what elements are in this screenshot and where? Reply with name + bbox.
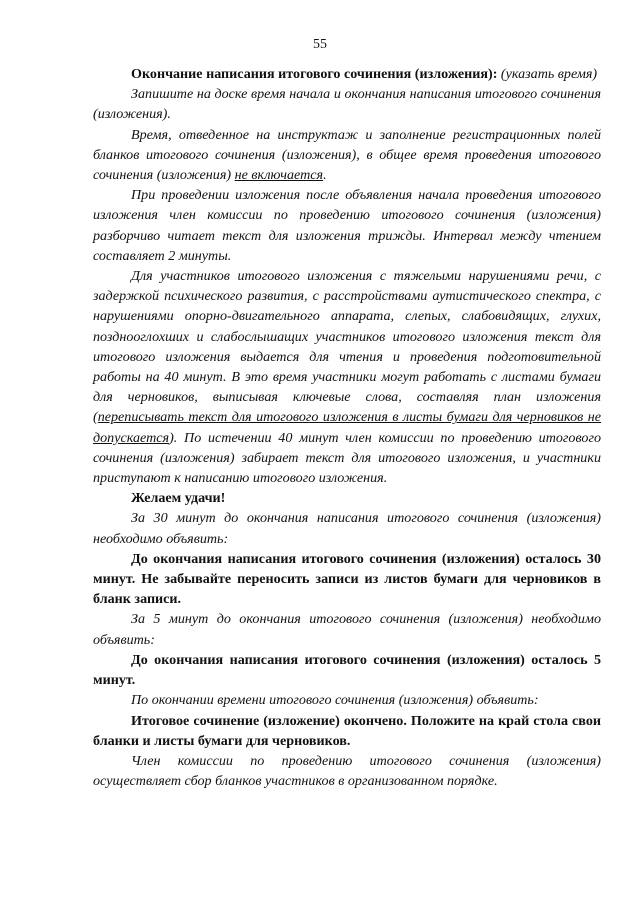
paragraph-collect-forms: Член комиссии по проведению итогового сочинения (изложения) осуществляет сбор бланков участников в организованном порядке. bbox=[93, 752, 601, 790]
announcement-5-minutes: До окончания написания итогового сочинения (изложения) осталось 5 минут. bbox=[93, 651, 601, 689]
paragraph-end: . bbox=[323, 167, 327, 184]
paragraph-special-participants bbox=[93, 266, 601, 488]
announcement-finished: Итоговое сочинение (изложение) окончено. Положите на край стола свои бланки и листы бумаги для черновиков. bbox=[93, 712, 601, 749]
underlined-copy-not-allowed: переписывать текст для итогового изложения в листы бумаги для черновиков не допускается bbox=[93, 409, 601, 446]
paragraph-end-instruction: По окончании времени итогового сочинения (изложения) объявить: bbox=[131, 692, 539, 709]
page-number: 55 bbox=[313, 37, 327, 52]
paragraph-text: Для участников итогового изложения с тяжелыми нарушениями речи, с задержкой психического развития, с расстройствами аутистического спектра, с нарушениями опорно-двигательного аппарата, слепых, слабовидящих, глухих, позднооглохших и слабослышащих участников итогового изложения текст для итогового изложения выдается для чтения и проведения подготовительной работы на 40 минут. В это время участники могут работать с листами бумаги для черновиков, выписывая ключевые слова, составляя план изложения ( bbox=[93, 268, 601, 426]
document-body bbox=[93, 64, 601, 791]
paragraph-end-of-writing bbox=[93, 64, 601, 84]
paragraph-text: Время, отведенное на инструктаж и заполнение регистрационных полей бланков итогового сочинения (изложения), в общее время проведения итогового сочинения (изложения) bbox=[93, 126, 601, 184]
paragraph-write-time: Запишите на доске время начала и окончания написания итогового сочинения (изложения). bbox=[93, 86, 601, 123]
paragraph-time-not-included bbox=[93, 125, 601, 186]
announcement-30-minutes: До окончания написания итогового сочинения (изложения) осталось 30 минут. Не забывайте переносить записи из листов бумаги для черновиков в бланк записи. bbox=[93, 550, 601, 608]
paragraph-reading-text: При проведении изложения после объявления начала проведения итогового изложения член комиссии по проведению итогового сочинения (изложения) разборчиво читает текст для изложения трижды. Интервал между чтением составляет 2 минуты. bbox=[93, 187, 601, 264]
paragraph-5-min-instruction: За 5 минут до окончания итогового сочинения (изложения) необходимо объявить: bbox=[93, 611, 601, 648]
paragraph-30-min-instruction: За 30 минут до окончания написания итогового сочинения (изложения) необходимо объявить: bbox=[93, 510, 601, 547]
good-luck-heading: Желаем удачи! bbox=[131, 490, 226, 507]
underlined-not-included: не включается bbox=[234, 167, 324, 184]
paragraph-end: ). По истечении 40 минут член комиссии по проведению итогового сочинения (изложения) забирает текст для итогового изложения, и участники приступают к написанию итогового изложения. bbox=[93, 429, 601, 487]
note-specify-time: (указать время) bbox=[497, 66, 598, 82]
heading-end-of-writing: Окончание написания итогового сочинения (изложения): bbox=[131, 66, 498, 82]
